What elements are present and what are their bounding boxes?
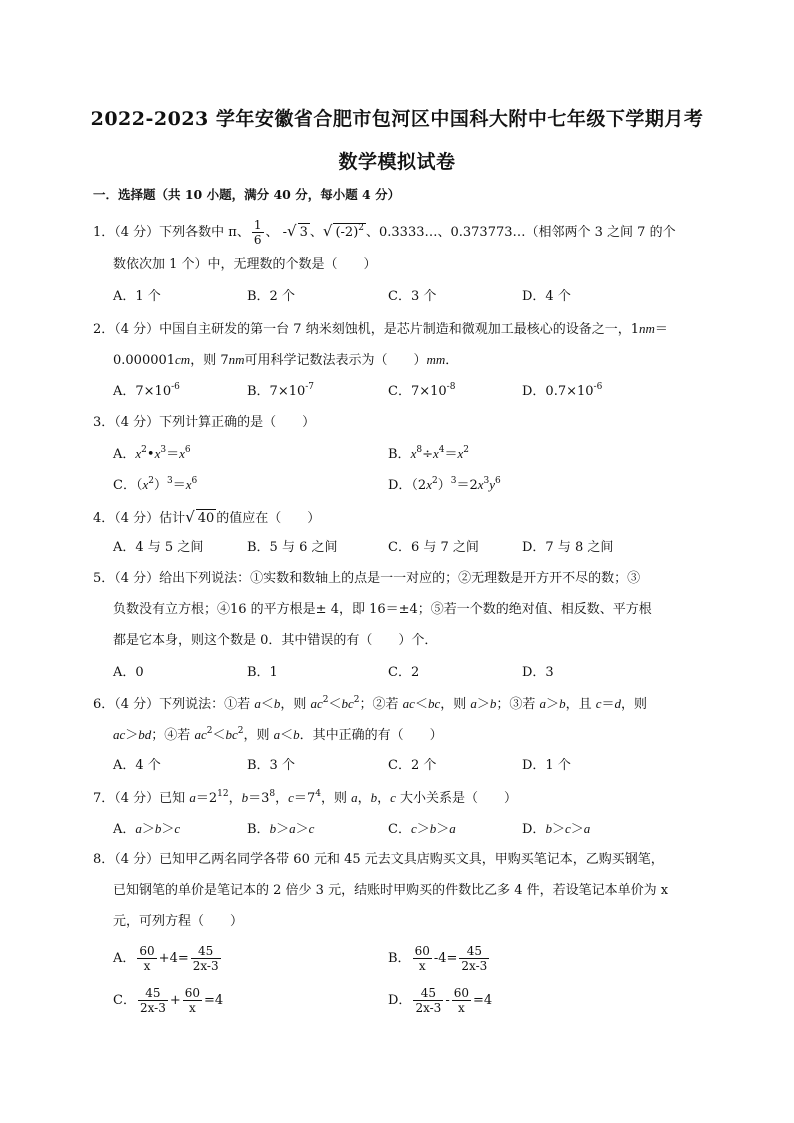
section-header: 一．选择题（共 10 小题，满分 40 分，每小题 4 分） <box>93 187 401 202</box>
q2-option-a: A．$7\times 10^{-6}$ <box>113 382 180 399</box>
q2-option-b: B．$7\times 10^{-7}$ <box>247 382 315 399</box>
question-5-stem-cont2: 都是它本身，则这个数是 0．其中错误的有（ ）个． <box>113 633 438 648</box>
q3-option-b: B．$x^8\div x^4=x^2$ <box>388 445 470 462</box>
q8-option-a: A． $\frac{60}{x}$ +4= $\frac{45}{2x-3}$ <box>113 944 219 973</box>
question-3-stem: 3．（4 分）下列计算正确的是（ ） <box>93 415 316 430</box>
question-7-stem: 7．（4 分）已知 $a=2^{12}$，$b=3^8$，$c=7^4$，则 a，b，c 大小关系是（ ） <box>93 789 518 806</box>
q1-option-a: A．1 个 <box>113 289 161 304</box>
question-4-stem: 4．（4 分）估计√ 40 的值应在（ ） <box>93 508 321 526</box>
q4-option-d: D．7 与 8 之间 <box>522 540 614 555</box>
fraction-one-sixth: $\frac{1}{6}$ <box>253 218 262 247</box>
q7-option-c: C．c＞b＞a <box>388 821 456 837</box>
q6-option-a: A．4 个 <box>113 758 161 773</box>
q5-option-b: B．1 <box>247 665 278 680</box>
q2-option-c: C．$7\times 10^{-8}$ <box>388 382 456 399</box>
q8-option-c: C． $\frac{45}{2x-3}$ + $\frac{60}{x}$ =4 <box>113 986 224 1015</box>
q4-option-b: B．5 与 6 之间 <box>247 540 338 555</box>
q1-option-d: D．4 个 <box>522 289 571 304</box>
question-5-stem: 5．（4 分）给出下列说法：①实数和数轴上的点是一一对应的；②无理数是开方开不尽的数；③ <box>93 571 641 586</box>
q8-option-b: B． $\frac{60}{x}$ -4= $\frac{45}{2x-3}$ <box>388 944 488 973</box>
sqrt-sign: √ <box>185 508 195 526</box>
q7-option-a: A．a＞b＞c <box>113 821 181 837</box>
q7-option-b: B．b＞a＞c <box>247 821 315 837</box>
q6-option-b: B．3 个 <box>247 758 295 773</box>
sqrt-sign: √ <box>322 222 333 240</box>
question-2-stem: 2．（4 分）中国自主研发的第一台 7 纳米刻蚀机，是芯片制造和微观加工最核心的设备之一，1nm＝ <box>93 321 668 337</box>
question-8-stem-cont2: 元，可列方程（ ） <box>113 914 244 929</box>
q8-option-d: D． $\frac{45}{2x-3}$ - $\frac{60}{x}$ =4 <box>388 986 493 1015</box>
exam-title-line1: 2022-2023 学年安徽省合肥市包河区中国科大附中七年级下学期月考 <box>90 108 704 130</box>
exam-title-line2: 数学模拟试卷 <box>338 151 456 173</box>
question-1-stem-cont: 数依次加 1 个）中，无理数的个数是（ ） <box>113 257 377 272</box>
q1-option-b: B．2 个 <box>247 289 295 304</box>
q5-option-d: D．3 <box>522 665 554 680</box>
question-6-stem-cont: ac＞bd；④若 $ac^2<bc^2$，则 a＜b．其中正确的有（ ） <box>113 726 443 743</box>
q2-option-d: D．$0.7\times 10^{-6}$ <box>522 382 603 399</box>
q1-option-c: C．3 个 <box>388 289 437 304</box>
q4-option-a: A．4 与 5 之间 <box>113 540 204 555</box>
q3-option-a: A．$x^2•x^3=x^6$ <box>113 445 191 462</box>
question-5-stem-cont: 负数没有立方根；④16 的平方根是± 4，即 16＝±4；⑤若一个数的绝对值、相反数、平方根 <box>113 602 652 617</box>
question-8-stem-cont: 已知钢笔的单价是笔记本的 2 倍少 3 元，结账时甲购买的件数比乙多 4 件，若设笔记本单价为 x <box>113 883 669 898</box>
q7-option-d: D．b＞c＞a <box>522 821 591 837</box>
q4-option-c: C．6 与 7 之间 <box>388 540 479 555</box>
q6-option-c: C．2 个 <box>388 758 437 773</box>
q5-option-a: A．0 <box>113 665 144 680</box>
question-1-stem: 1．（4 分）下列各数中 π、 $\frac{1}{6}$ 、 -√ 3 、√ $(-2)^2$ 、0.3333…、0.373773…（相邻两个 3 之间 7 的个 <box>93 218 676 247</box>
q3-option-d: D．$(2x^2)^3=2x^3y^6$ <box>388 476 501 493</box>
question-8-stem: 8．（4 分）已知甲乙两名同学各带 60 元和 45 元去文具店购买文具，甲购买笔记本，乙购买钢笔， <box>93 852 664 867</box>
q6-option-d: D．1 个 <box>522 758 571 773</box>
q5-option-c: C．2 <box>388 665 420 680</box>
sqrt-sign: √ <box>287 222 297 240</box>
question-6-stem: 6．（4 分）下列说法：①若 a＜b，则 $ac^2<bc^2$；②若 ac＜bc，则 a＞b；③若 a＞b，且 c＝d，则 <box>93 695 648 712</box>
question-2-stem-cont: 0.000001cm，则 7nm可用科学记数法表示为（ ）mm． <box>113 352 459 368</box>
q3-option-c: C．$(x^2)^3=x^6$ <box>113 476 198 493</box>
